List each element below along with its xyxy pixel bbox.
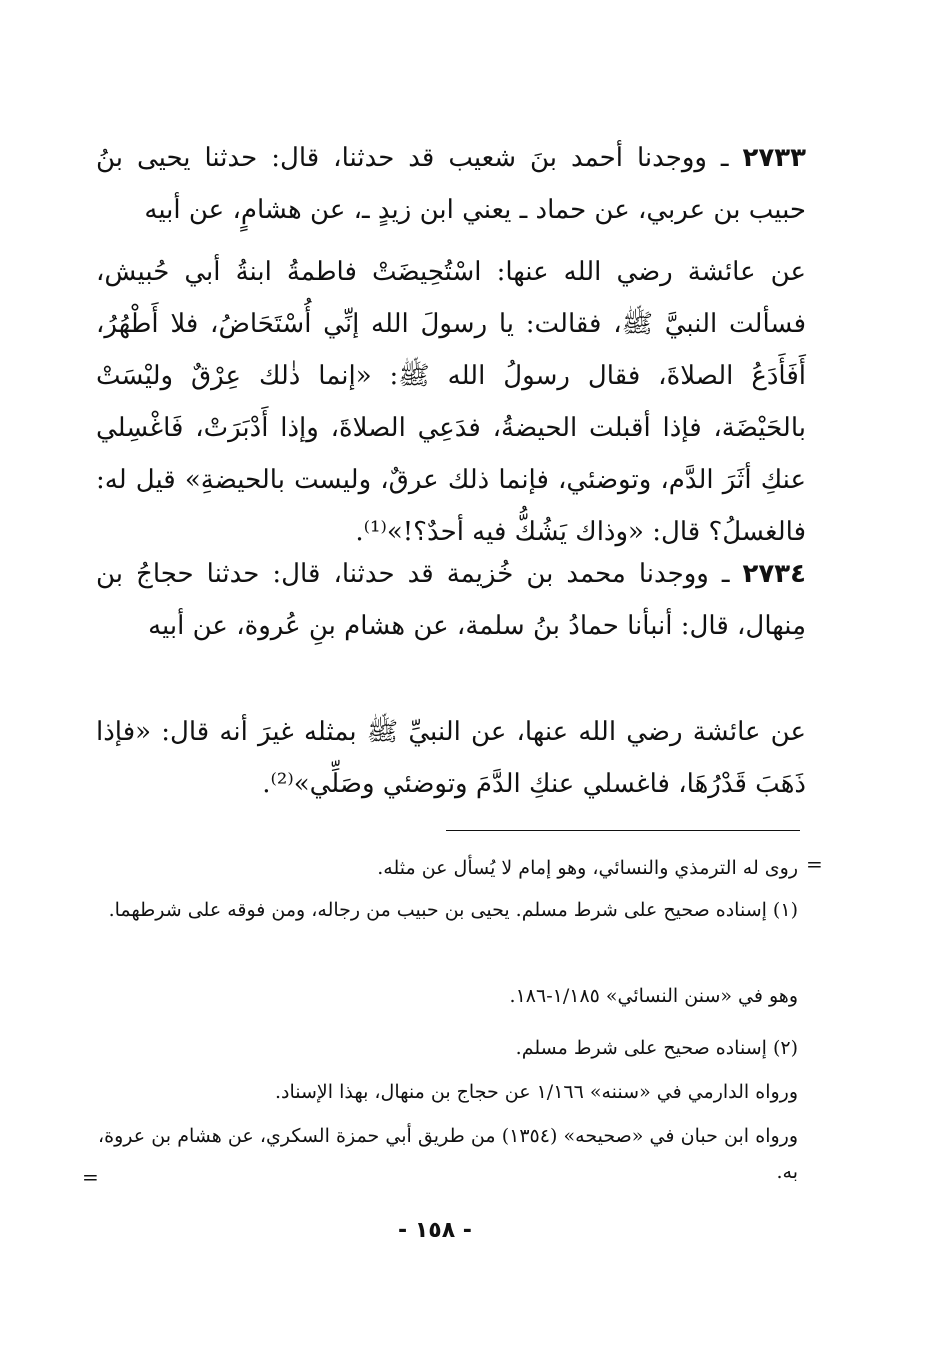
footnote-2-ibn-hibban: ورواه ابن حبان في «صحيحه» (١٣٥٤) من طريق أبي حمزة السكري، عن هشام بن عروة، به. <box>98 1125 798 1183</box>
footnote-2-darimi: ورواه الدارمي في «سننه» ١/١٦٦ عن حجاج بن منهال، بهذا الإسناد. <box>274 1081 798 1103</box>
hadith-2733-matn: عن عائشة رضي الله عنها: اسْتُحِيضَتْ فاطمةُ ابنةُ أبي حُبيش، فسألت النبيَّ ﷺ، فقالت: يا رسولَ الله إنِّي أُسْتَحَاضُ، فلا أَطْهُرُ، أَفَأَدَعُ الصلاةَ، فقال رسولُ الله ﷺ: «إنما ذٰلك عِرْقٌ وليْسَتْ بالحَيْضَة، فإذا أقبلت الحيضةُ، فدَعِي الصلاةَ، وإذا أَدْبَرَتْ، فَاغْسِلي عنكِ أثَرَ الدَّم، وتوضئي، فإنما ذلك عرقٌ، وليست بالحيضةِ» قيل له: فالغسلُ؟ قال: «وذاك يَشُكُّ فيه أحدٌ؟!»⁽¹⁾. <box>96 257 806 547</box>
footnote-continuation: روى له الترمذي والنسائي، وهو إمام لا يُسأل عن مثله. <box>377 857 798 879</box>
footnote-1-source: وهو في «سنن النسائي» ١/١٨٥-١٨٦. <box>509 985 798 1007</box>
footnote-separator <box>446 830 800 831</box>
hadith-2733-isnad <box>96 132 806 236</box>
footnote-1: (١) إسناده صحيح على شرط مسلم. يحيى بن حبيب من رجاله، ومن فوقه على شرطهما. <box>108 899 798 921</box>
isnad-text: ـ ووجدنا أحمد بنَ شعيب قد حدثنا، قال: حدثنا يحيى بنُ حبيب بن عربي، عن حماد ـ يعني ابن زيدٍ ـ، عن هشامٍ، عن أبيه <box>96 143 806 225</box>
continues-marker: = <box>82 1165 99 1189</box>
hadith-number: ٢٧٣٣ <box>742 143 806 173</box>
isnad-text: ـ ووجدنا محمد بن خُزيمة قد حدثنا، قال: حدثنا حجاجُ بن مِنهال، قال: أنبأنا حمادُ بنُ سلمة، عن هشام بنِ عُروة، عن أبيه <box>96 559 806 641</box>
hadith-number: ٢٧٣٤ <box>742 559 806 589</box>
hadith-2734-matn: عن عائشة رضي الله عنها، عن النبيِّ ﷺ بمثله غيرَ أنه قال: «فإذا ذَهَبَ قَدْرُهَا، فاغسلي عنكِ الدَّمَ وتوضئي وصَلِّي»⁽²⁾. <box>96 717 806 799</box>
page-number: - ١٥٨ - <box>398 1218 472 1243</box>
hadith-2734-isnad <box>96 548 806 652</box>
footnote-2: (٢) إسناده صحيح على شرط مسلم. <box>515 1037 798 1059</box>
continuation-marker: = <box>806 852 823 876</box>
